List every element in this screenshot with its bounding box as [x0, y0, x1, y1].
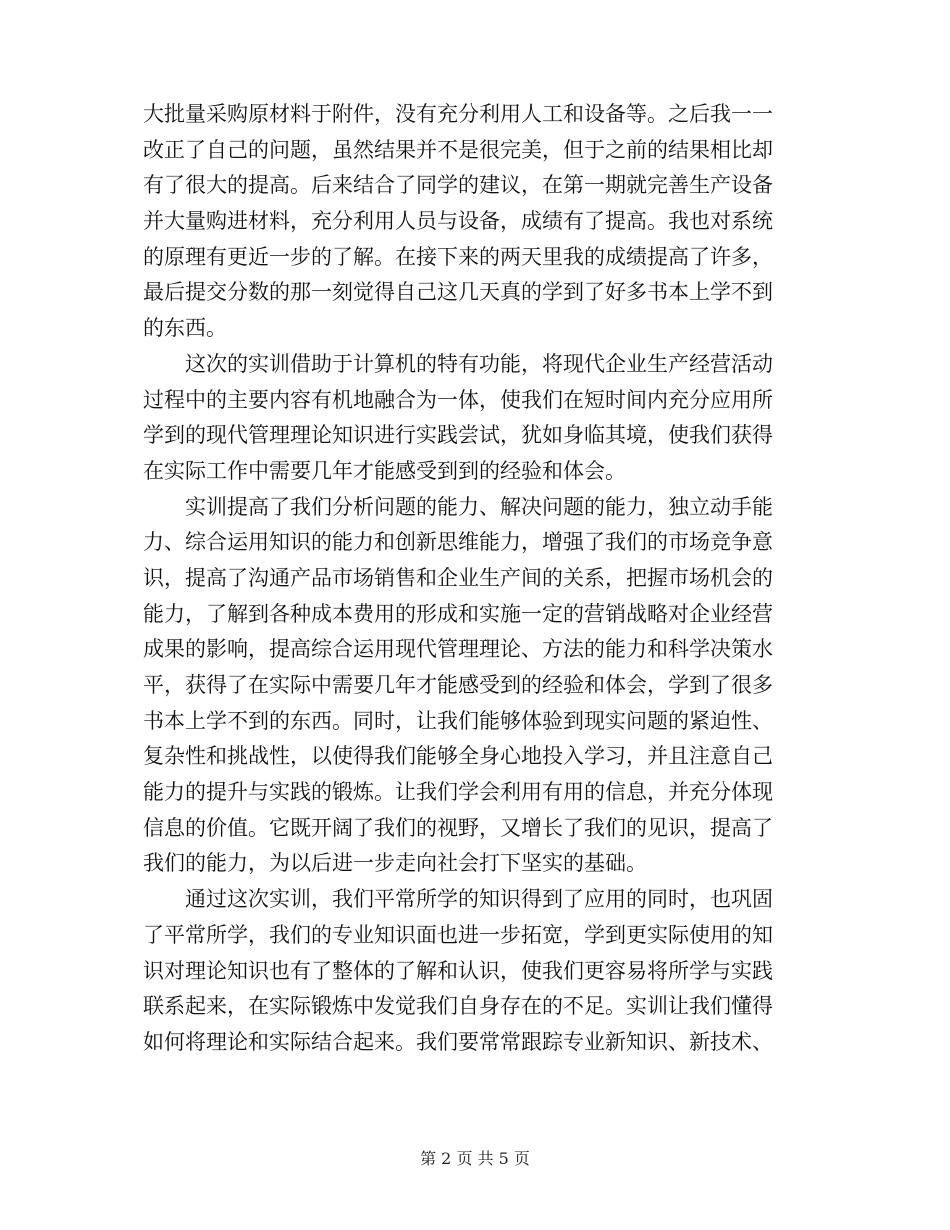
text-line: 成果的影响，提高综合运用现代管理理论、方法的能力和科学决策水	[143, 637, 773, 662]
text-line: 的东西。	[143, 316, 227, 341]
text-line: 的原理有更近一步的了解。在接下来的两天里我的成绩提高了许多，	[143, 244, 773, 269]
text-line: 在实际工作中需要几年才能感受到到的经验和体会。	[143, 458, 626, 483]
text-line: 实训提高了我们分析问题的能力、解决问题的能力，独立动手能	[143, 494, 773, 519]
text-line: 信息的价值。它既开阔了我们的视野，又增长了我们的见识，提高了	[143, 815, 773, 840]
text-line: 平，获得了在实际中需要几年才能感受到的经验和体会，学到了很多	[143, 673, 773, 697]
text-line: 了平常所学，我们的专业知识面也进一步拓宽，学到更实际使用的知	[143, 922, 773, 947]
text-line: 如何将理论和实际结合起来。我们要常常跟踪专业新知识、新技术、	[143, 1029, 773, 1054]
text-line: 识对理论知识也有了整体的了解和认识，使我们更容易将所学与实践	[143, 958, 773, 983]
document-body	[143, 97, 808, 1061]
text-line: 能力的提升与实践的锻炼。让我们学会利用有用的信息，并充分体现	[143, 780, 773, 805]
text-line: 这次的实训借助于计算机的特有功能，将现代企业生产经营活动	[143, 351, 773, 376]
text-line: 有了很大的提高。后来结合了同学的建议，在第一期就完善生产设备	[143, 173, 773, 198]
text-line: 书本上学不到的东西。同时，让我们能够体验到现实问题的紧迫性、	[143, 708, 773, 733]
text-line: 改正了自己的问题，虽然结果并不是很完美，但于之前的结果相比却	[143, 137, 773, 162]
text-line: 过程中的主要内容有机地融合为一体，使我们在短时间内充分应用所	[143, 387, 773, 412]
text-line: 识，提高了沟通产品市场销售和企业生产间的关系，把握市场机会的	[143, 565, 773, 590]
text-line: 复杂性和挑战性，以使得我们能够全身心地投入学习，并且注意自己	[143, 744, 773, 769]
text-line: 我们的能力，为以后进一步走向社会打下坚实的基础。	[143, 851, 647, 876]
text-line: 大批量采购原材料于附件，没有充分利用人工和设备等。之后我一一	[143, 102, 773, 126]
page-number-footer: 第 2 页 共 5 页	[420, 1149, 530, 1168]
text-line: 通过这次实训，我们平常所学的知识得到了应用的同时，也巩固	[143, 887, 773, 912]
text-line: 力、综合运用知识的能力和创新思维能力，增强了我们的市场竞争意	[143, 530, 773, 555]
text-line: 最后提交分数的那一刻觉得自己这几天真的学到了好多书本上学不到	[143, 280, 773, 305]
text-line: 联系起来，在实际锻炼中发觉我们自身存在的不足。实训让我们懂得	[143, 994, 773, 1019]
text-line: 学到的现代管理理论知识进行实践尝试，犹如身临其境，使我们获得	[143, 423, 773, 448]
text-line: 并大量购进材料，充分利用人员与设备，成绩有了提高。我也对系统	[143, 209, 773, 234]
text-line: 能力，了解到各种成本费用的形成和实施一定的营销战略对企业经营	[143, 601, 773, 626]
